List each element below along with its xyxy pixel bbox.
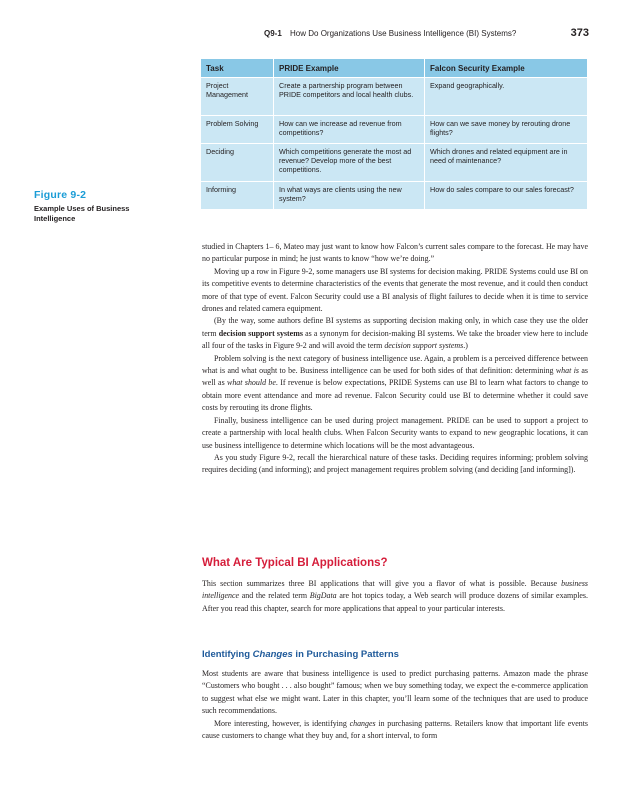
emphasis: decision support systems bbox=[384, 341, 464, 351]
cell-pride: Which competitions generate the most ad revenue? Develop more of the best competitions. bbox=[274, 144, 425, 182]
col-header-falcon: Falcon Security Example bbox=[425, 59, 588, 78]
cell-task: Informing bbox=[201, 182, 274, 210]
text-run: as well as bbox=[202, 366, 588, 388]
text-run: More interesting, however, is identifying bbox=[214, 718, 350, 728]
col-header-pride: PRIDE Example bbox=[274, 59, 425, 78]
paragraph: Moving up a row in Figure 9-2, some managers use BI systems for decision making. PRIDE Systems could use BI on its competitive events to determine characteristics of the events that generate the most revenue, and it could then conduct more of that type of event. Falcon Security could use a BI analysis of flight failures to decide when it is time to service drones and related camera equipment. bbox=[202, 266, 588, 314]
section-heading: What Are Typical BI Applications? bbox=[202, 557, 388, 569]
text-run: .) bbox=[463, 341, 468, 351]
table-header-row bbox=[201, 59, 588, 78]
subsection-heading bbox=[202, 649, 399, 660]
figure-description: Example Uses of Business Intelligence bbox=[34, 204, 130, 223]
page-number: 373 bbox=[570, 27, 589, 39]
header-title: How Do Organizations Use Business Intelligence (BI) Systems? bbox=[290, 29, 517, 38]
running-header bbox=[264, 29, 589, 43]
cell-task: Deciding bbox=[201, 144, 274, 182]
subsection-text bbox=[202, 668, 588, 742]
cell-pride: Create a partnership program between PRIDE competitors and local health clubs. bbox=[274, 78, 425, 116]
emphasis: what is bbox=[555, 366, 579, 376]
emphasis: changes bbox=[349, 718, 376, 728]
text-run: . If revenue is below expectations, PRIDE Systems can use BI to learn what factors to change to obtain more event attendance and more ad revenue. Falcon Security could use BI to determine whether it could save costs by rerouting its drone flights. bbox=[202, 378, 588, 413]
cell-pride: In what ways are clients using the new system? bbox=[274, 182, 425, 210]
cell-falcon: How can we save money by rerouting drone flights? bbox=[425, 116, 588, 144]
paragraph bbox=[202, 718, 588, 743]
cell-task: Project Management bbox=[201, 78, 274, 116]
paragraph: As you study Figure 9-2, recall the hierarchical nature of these tasks. Deciding requires informing; problem solving requires deciding (and informing); and project management requires problem solving (and deciding [and informing]). bbox=[202, 452, 588, 475]
paragraph: studied in Chapters 1– 6, Mateo may just want to know how Falcon’s current sales compare to the forecast. He may have no particular purpose in mind; he just wants to know “how we’re doing.” bbox=[202, 242, 588, 264]
table-row bbox=[201, 116, 588, 144]
cell-task: Problem Solving bbox=[201, 116, 274, 144]
paragraph: Most students are aware that business intelligence is used to predict purchasing patterns. Amazon made the phrase “Customers who bought . . . also bought” famous; when we buy something today, we expect the e-commerce application to suggest what else we might want. Later in this chapter, you’ll learn some of the techniques that are used to produce such recommendations. bbox=[202, 669, 588, 716]
body-text bbox=[202, 241, 588, 477]
emphasis: what should be bbox=[227, 378, 276, 388]
text-run: Identifying bbox=[202, 649, 253, 660]
paragraph: Finally, business intelligence can be used during project management. PRIDE can be used to support a project to create a partnership with local health clubs. When Falcon Security wants to expand to new geographic locations, it can use business intelligence to determine which locations will be the most advantageous. bbox=[202, 415, 588, 450]
text-run: are hot topics today, a Web search will produce dozens of similar examples. After you read this chapter, search for more applications that appeal to your particular interests. bbox=[202, 591, 588, 613]
text-run: in purchasing patterns. Retailers know that important life events cause customers to change what they buy and, for a short interval, to form bbox=[202, 718, 588, 741]
bi-uses-table bbox=[200, 58, 588, 210]
key-term: decision support systems bbox=[218, 328, 303, 338]
cell-falcon: How do sales compare to our sales forecast? bbox=[425, 182, 588, 210]
figure-caption bbox=[34, 189, 194, 223]
emphasis: Changes bbox=[252, 649, 293, 660]
cell-falcon: Expand geographically. bbox=[425, 78, 588, 116]
section-text bbox=[202, 578, 588, 615]
paragraph bbox=[202, 315, 588, 352]
emphasis: BigData bbox=[309, 591, 337, 601]
paragraph bbox=[202, 353, 588, 415]
cell-pride: How can we increase ad revenue from competitions? bbox=[274, 116, 425, 144]
emphasis: business intelligence bbox=[202, 579, 588, 601]
cell-falcon: Which drones and related equipment are in need of maintenance? bbox=[425, 144, 588, 182]
figure-number: Figure 9-2 bbox=[34, 189, 87, 201]
table-row bbox=[201, 78, 588, 116]
paragraph bbox=[202, 578, 588, 615]
col-header-task: Task bbox=[201, 59, 274, 78]
table-row bbox=[201, 144, 588, 182]
text-run: Problem solving is the next category of business intelligence use. Again, a problem is a perceived difference between what is and what ought to be. Business intelligence can be used for both sides of that definition: determining bbox=[202, 353, 588, 376]
text-run: as a synonym for decision-making BI systems. We take the broader view here to include all four of the tasks in Figure 9-2 and will avoid the term bbox=[202, 328, 589, 351]
text-run: This section summarizes three BI applications that will give you a flavor of what is possible. Because bbox=[202, 579, 562, 588]
text-run: in Purchasing Patterns bbox=[292, 649, 399, 660]
table-row bbox=[201, 182, 588, 210]
text-run: (By the way, some authors define BI systems as supporting decision making only, in which case they use the older term bbox=[202, 316, 588, 338]
section-number: Q9-1 bbox=[264, 29, 282, 38]
text-run: and the related term bbox=[239, 591, 310, 601]
